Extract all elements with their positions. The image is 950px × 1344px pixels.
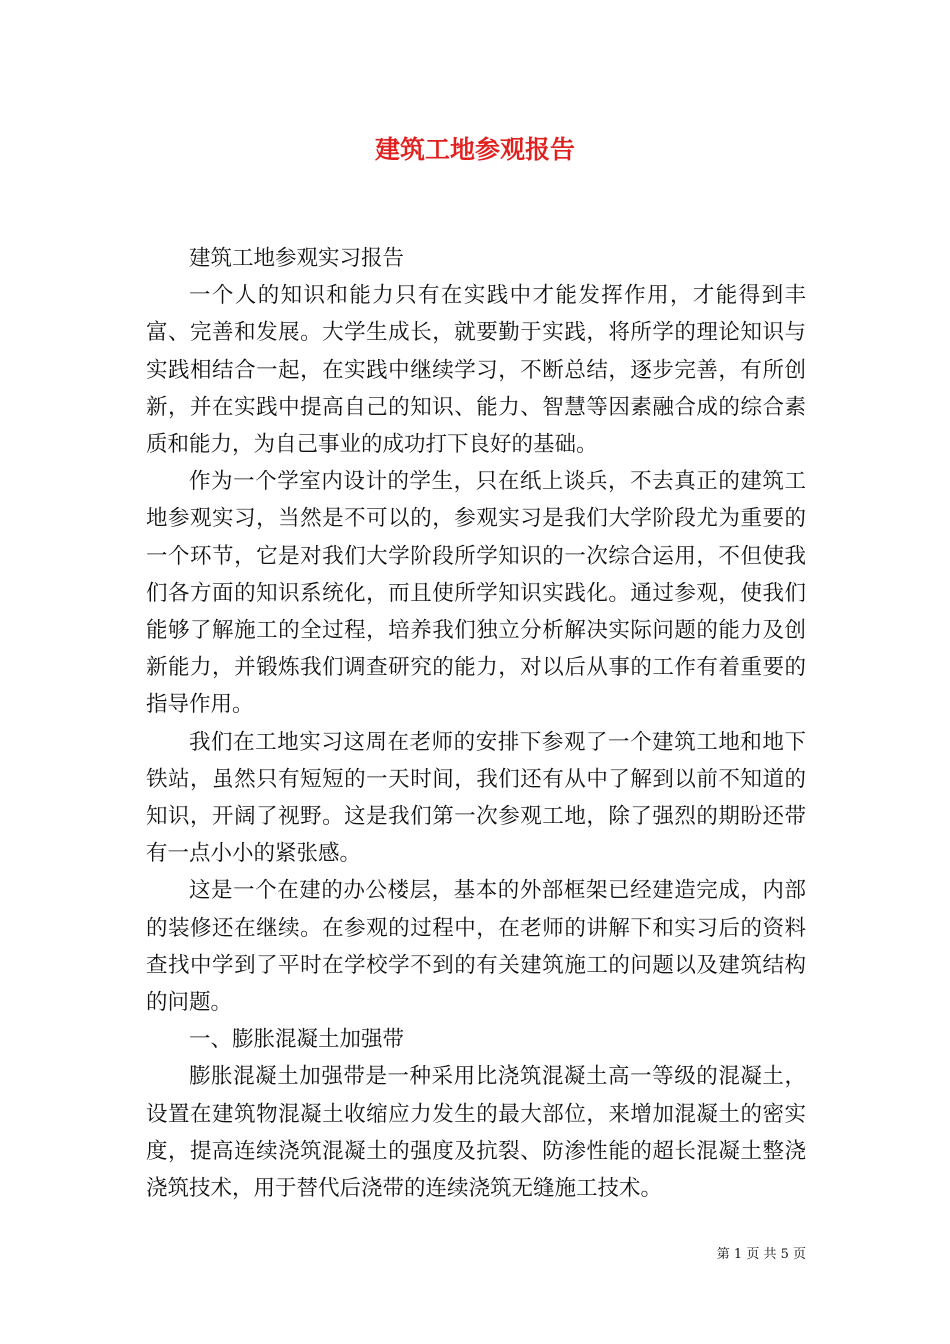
paragraph-subtitle: 建筑工地参观实习报告 — [189, 246, 405, 271]
paragraph: 作为一个学室内设计的学生，只在纸上谈兵，不去真正的建筑工地参观实习，当然是不可以的，参观实习是我们大学阶段尤为重要的一个环节，它是对我们大学阶段所学知识的一次综合运用，不但使我们各方面的知识系统化，而且使所学知识实践化。通过参观，使我们能够了解施工的全过程，培养我们独立分析解决实际问题的能力及创新能力，并锻炼我们调查研究的能力，对以后从事的工作有着重要的指导作用。 — [146, 469, 806, 718]
paragraph: 一个人的知识和能力只有在实践中才能发挥作用，才能得到丰富、完善和发展。大学生成长，就要勤于实践，将所学的理论知识与实践相结合一起，在实践中继续学习，不断总结，逐步完善，有所创新，并在实践中提高自己的知识、能力、智慧等因素融合成的综合素质和能力，为自己事业的成功打下良好的基础。 — [146, 283, 806, 458]
section-heading: 一、膨胀混凝土加强带 — [189, 1027, 405, 1053]
paragraph: 这是一个在建的办公楼层，基本的外部框架已经建造完成，内部的装修还在继续。在参观的过程中，在老师的讲解下和实习后的资料查找中学到了平时在学校学不到的有关建筑施工的问题以及建筑结构的问题。 — [146, 878, 806, 1016]
paragraph: 膨胀混凝土加强带是一种采用比浇筑混凝土高一等级的混凝土，设置在建筑物混凝土收缩应力发生的最大部位，来增加混凝土的密实度，提高连续浇筑混凝土的强度及抗裂、防渗性能的超长混凝土整浇浇筑技术，用于替代后浇带的连续浇筑无缝施工技术。 — [146, 1064, 806, 1202]
document-title: 建筑工地参观报告 — [374, 135, 575, 164]
page-number-footer: 第 1 页 共 5 页 — [716, 1247, 806, 1262]
document-body — [146, 240, 806, 1207]
paragraph: 我们在工地实习这周在老师的安排下参观了一个建筑工地和地下铁站，虽然只有短短的一天时间，我们还有从中了解到以前不知道的知识，开阔了视野。这是我们第一次参观工地，除了强烈的期盼还带有一点小小的紧张感。 — [146, 729, 806, 867]
